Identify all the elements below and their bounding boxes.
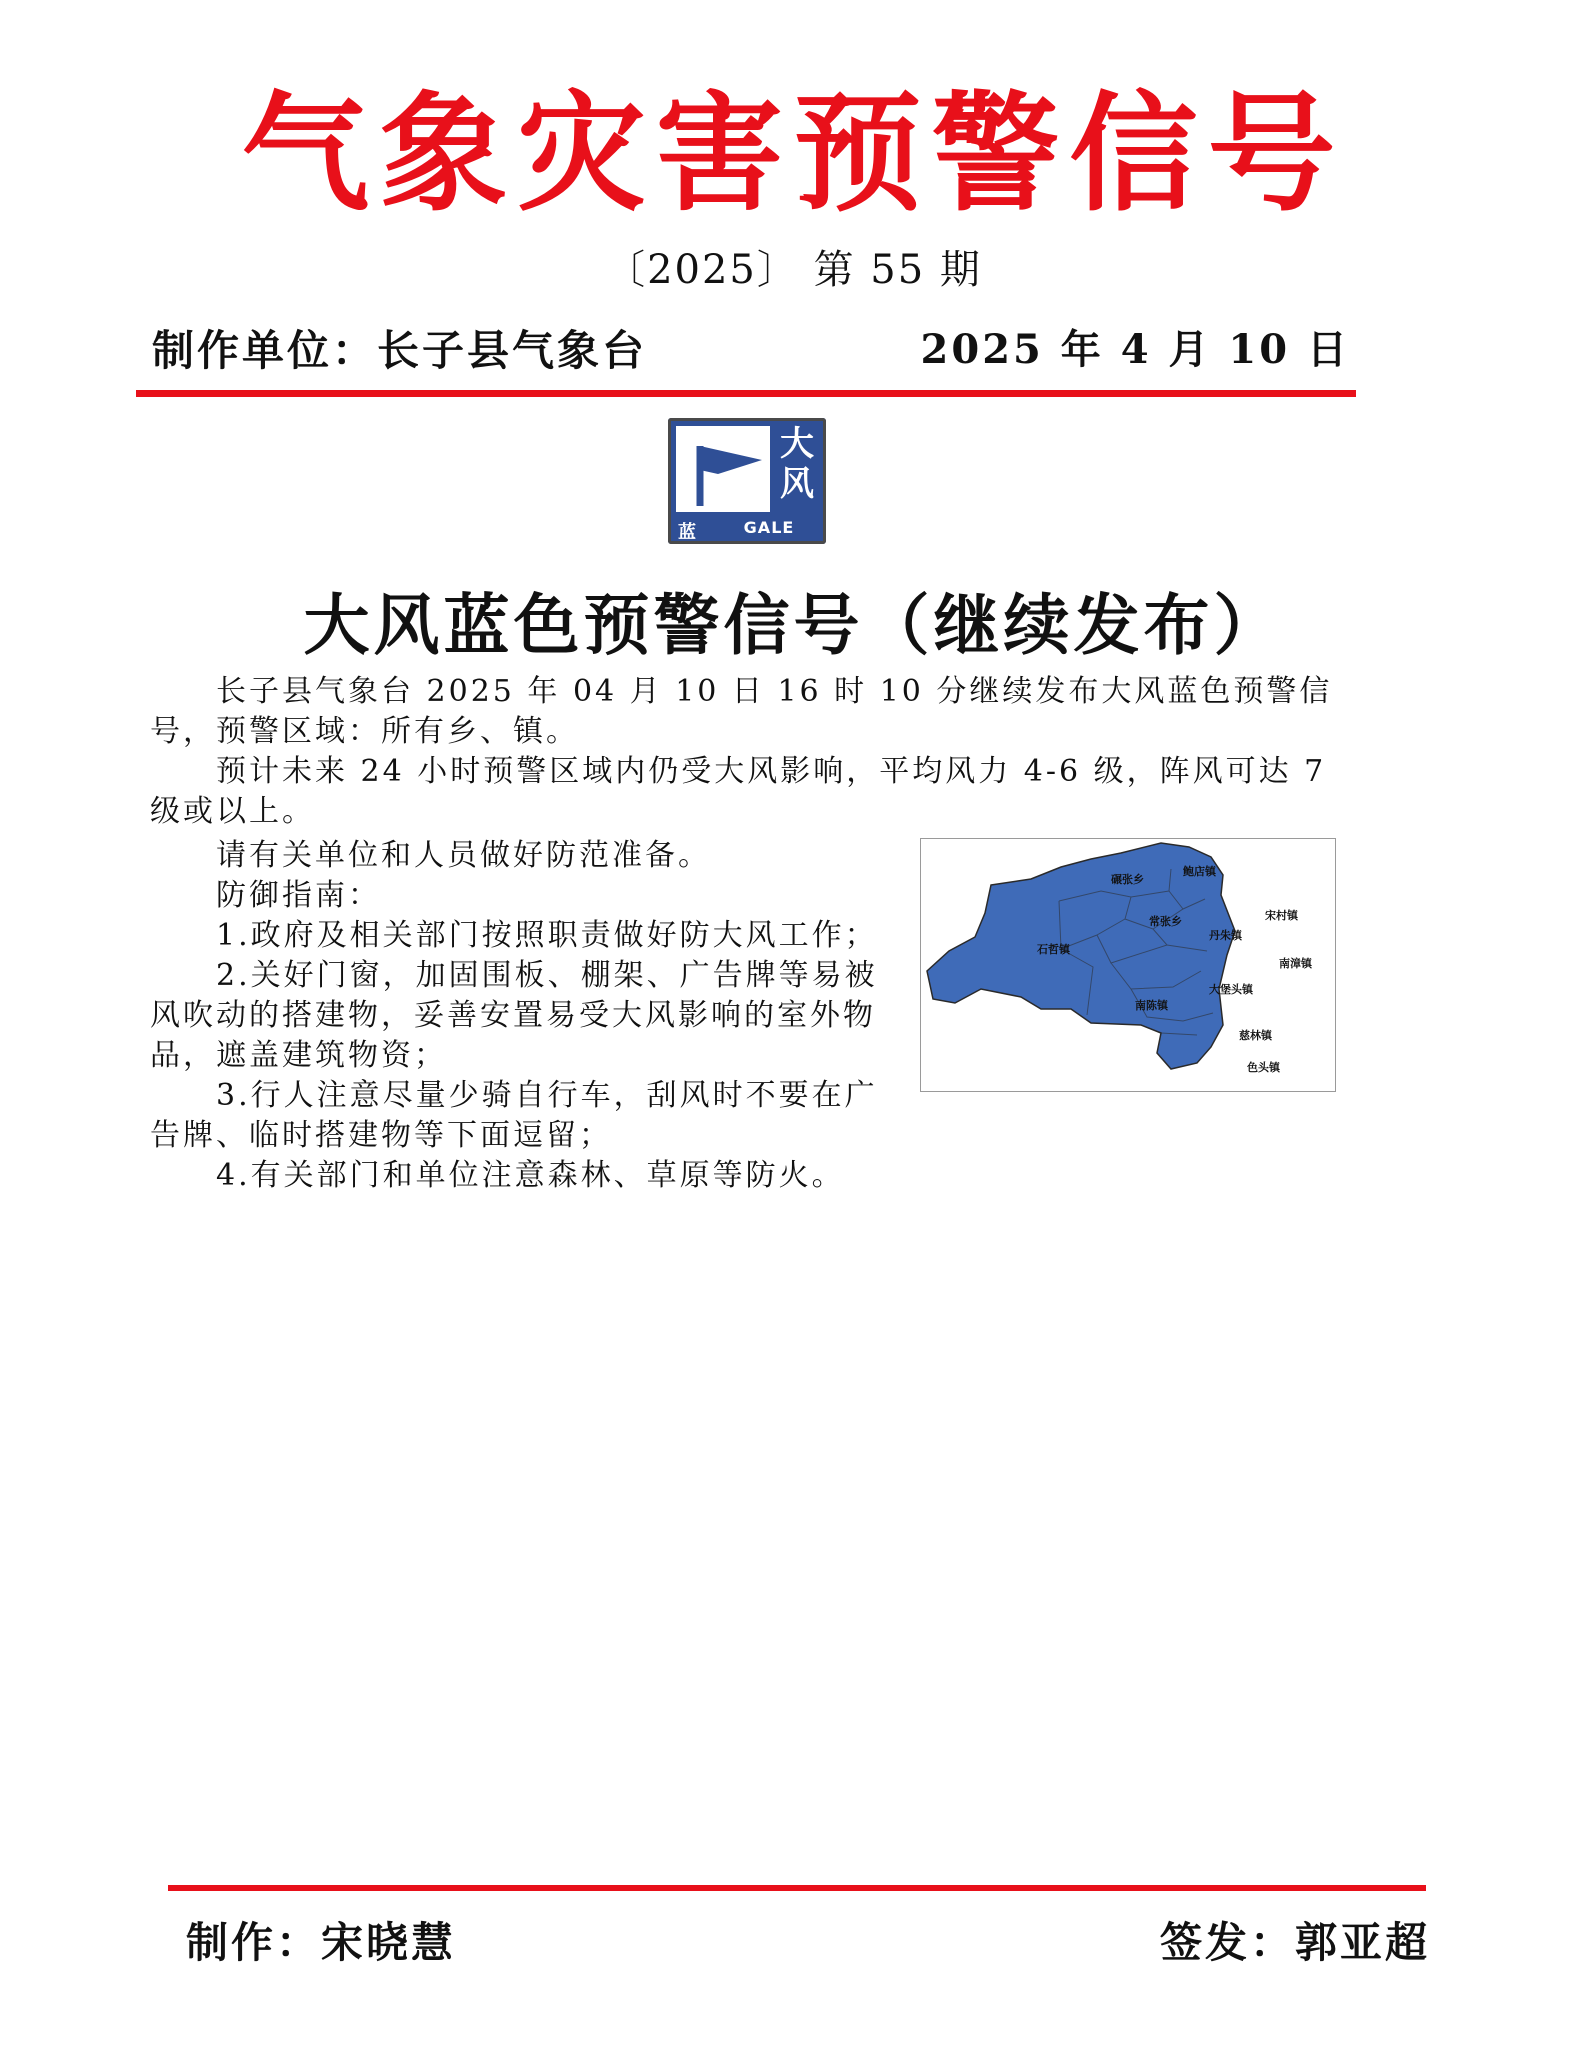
signer-label: 签发：郭亚超: [1160, 1918, 1431, 1967]
advice-item: 3.行人注意尽量少骑自行车，刮风时不要在广告牌、临时搭建物等下面逗留；: [150, 1078, 878, 1153]
wind-flag-icon: [690, 440, 770, 510]
map-town-label: 南漳镇: [1279, 957, 1312, 970]
map-town-label: 丹朱镇: [1209, 929, 1242, 942]
warning-area-map: [920, 838, 1336, 1092]
masthead-title: 气象灾害预警信号: [241, 80, 1346, 229]
maker-label: 制作：宋晓慧: [186, 1918, 457, 1967]
paragraph: 长子县气象台 2025 年 04 月 10 日 16 时 10 分继续发布大风蓝色预警信号，预警区域：所有乡、镇。: [150, 674, 1333, 749]
map-town-label: 色头镇: [1247, 1061, 1280, 1074]
county-map: [921, 839, 1335, 1091]
top-divider: [136, 390, 1356, 397]
hazard-label: 大风: [780, 424, 814, 504]
map-town-label: 南陈镇: [1135, 999, 1168, 1012]
advice-item: 请有关单位和人员做好防范准备。: [216, 838, 711, 873]
notice-paragraphs: [150, 672, 1340, 832]
advice-item: 4.有关部门和单位注意森林、草原等防火。: [216, 1158, 845, 1193]
meta-row: [150, 318, 1350, 378]
flag-panel: [676, 426, 770, 512]
bottom-divider: [168, 1885, 1426, 1891]
map-town-label: 慈林镇: [1239, 1029, 1272, 1042]
issue-number: 〔2025〕 第 55 期: [605, 247, 982, 293]
hazard-code: GALE: [743, 518, 795, 537]
issue-date: 2025 年 4 月 10 日: [920, 326, 1350, 373]
map-town-label: 大堡头镇: [1209, 983, 1253, 996]
advice-item: 2.关好门窗，加固围板、棚架、广告牌等易被风吹动的搭建物，妥善安置易受大风影响的室外物品，遮盖建筑物资；: [150, 958, 878, 1073]
level-label: 蓝: [678, 522, 696, 543]
map-town-label: 碾张乡: [1111, 873, 1144, 886]
headline: 大风蓝色预警信号（继续发布）: [303, 587, 1284, 664]
advice-list: [150, 836, 890, 1196]
map-town-label: 常张乡: [1149, 915, 1182, 928]
map-town-label: 石哲镇: [1037, 943, 1070, 956]
gale-blue-warning-icon: [668, 418, 826, 544]
issuer-label: 制作单位：长子县气象台: [152, 326, 648, 375]
map-town-label: 鲍店镇: [1183, 865, 1216, 878]
map-town-label: 宋村镇: [1265, 909, 1298, 922]
paragraph: 预计未来 24 小时预警区域内仍受大风影响，平均风力 4-6 级，阵风可达 7 级或以上。: [150, 754, 1327, 829]
advice-item: 防御指南：: [216, 878, 381, 913]
advice-item: 1.政府及相关部门按照职责做好防大风工作；: [216, 918, 878, 953]
